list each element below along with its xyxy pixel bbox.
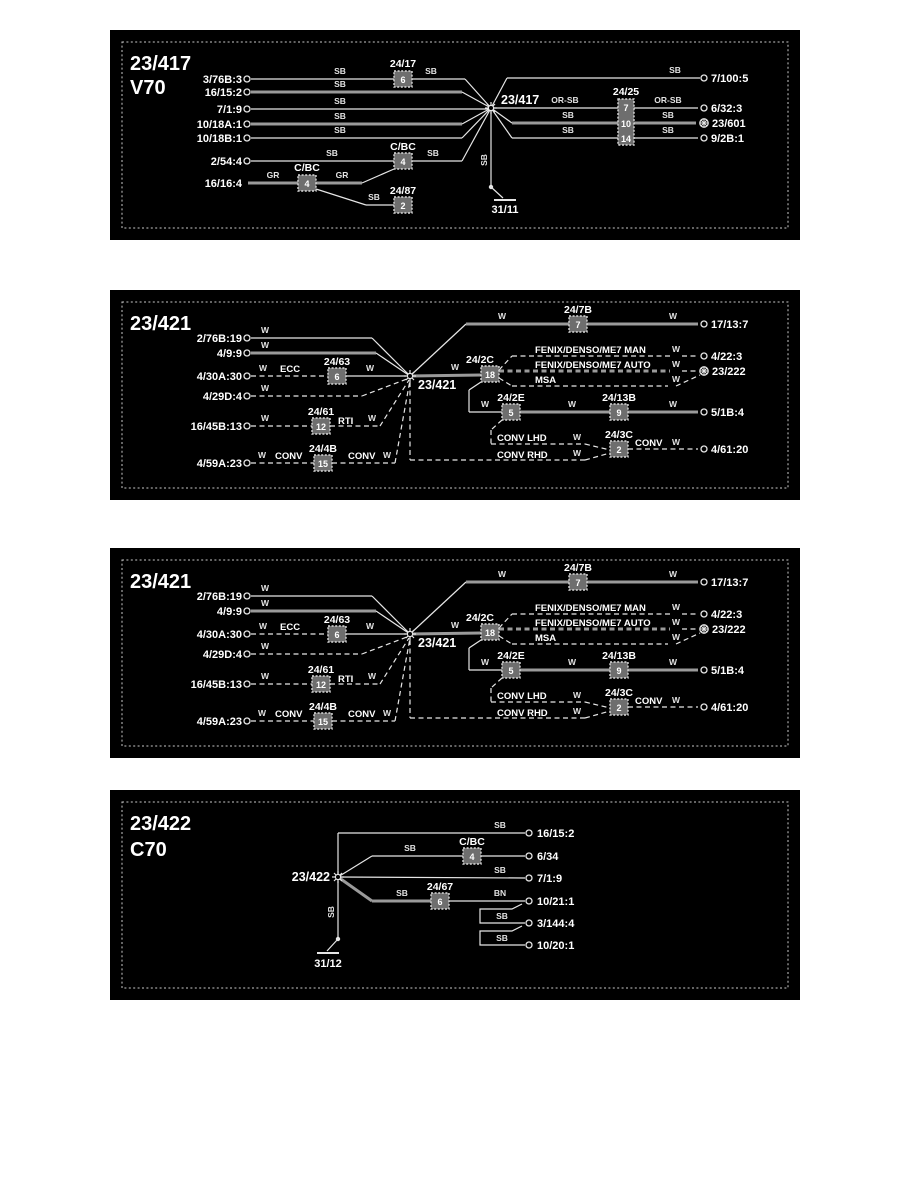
component-24-17 (390, 58, 416, 87)
wire-color-label: SB (562, 125, 574, 135)
wire-color-label: W (572, 432, 582, 442)
wire-color-label: W (671, 437, 681, 447)
diagram-23-422 (110, 790, 800, 1000)
terminal-label: 10/18B:1 (196, 133, 242, 145)
component-24-67 (427, 881, 453, 909)
wire-color-label: W (367, 671, 377, 681)
terminal-label: 4/9:9 (216, 348, 242, 360)
wire-color-label: W (671, 617, 681, 627)
wire-color-label: W (450, 620, 460, 630)
wire-color-label: W (365, 621, 375, 631)
terminal-circle-icon (701, 446, 707, 452)
component-label: 24/61 (307, 406, 335, 418)
terminal-label: 10/18A:1 (196, 119, 242, 131)
wire-color-label: W (572, 706, 582, 716)
wire-color-label: W (257, 708, 267, 718)
pin-number: 7 (575, 320, 581, 330)
pin-number: 6 (400, 75, 406, 85)
terminal-circle-icon (701, 105, 707, 111)
panel-23-421-duplicate (110, 548, 800, 758)
pin-number: 6 (437, 897, 443, 907)
panel-title: 23/422 (130, 813, 192, 835)
splice-label: 23/421 (418, 636, 457, 650)
terminal-label: 4/30A:30 (196, 371, 242, 383)
wire-color-label: W (668, 311, 678, 321)
pin-number: 7 (623, 103, 629, 113)
system-label: CONV (275, 451, 303, 462)
panel-subtitle: V70 (130, 77, 166, 99)
terminal-label: 6/34 (537, 851, 559, 863)
terminal-circle-icon (701, 321, 707, 327)
panel-title: 23/421 (130, 571, 192, 593)
terminal-circle-icon (244, 373, 250, 379)
component-label: 24/61 (307, 664, 335, 676)
component-24-4B (309, 701, 337, 729)
wire-color-label: SB (427, 148, 439, 158)
system-label: RTI (338, 416, 354, 427)
wire-color-label: W (668, 399, 678, 409)
wire-color-label: GR (266, 170, 280, 180)
wire-color-label: SB (334, 96, 346, 106)
panel-23-417 (110, 30, 800, 240)
wire-color-label: W (572, 690, 582, 700)
terminal-circle-icon (244, 631, 250, 637)
ground-label: 31/11 (491, 204, 519, 216)
terminal-label: 4/61:20 (711, 702, 749, 714)
system-label: CONV (275, 709, 303, 720)
component-label: 24/3C (604, 429, 634, 441)
wire-color-label: SB (496, 933, 508, 943)
system-label: FENIX/DENSO/ME7 MAN (535, 603, 646, 614)
system-label: RTI (338, 674, 354, 685)
component-label: 24/63 (323, 356, 351, 368)
component-24-61 (308, 664, 334, 692)
wire-color-label: W (668, 569, 678, 579)
star-terminal-icon (700, 367, 708, 375)
terminal-circle-icon (244, 121, 250, 127)
right-terminals (526, 828, 575, 952)
pin-number: 14 (620, 134, 632, 144)
terminal-label: 4/9:9 (216, 606, 242, 618)
splice-23-422 (292, 870, 344, 884)
pin-number: 15 (317, 717, 329, 727)
terminal-label: 7/1:9 (537, 873, 563, 885)
left-terminals (197, 74, 250, 190)
terminal-label: 2/54:4 (210, 156, 242, 168)
pin-number: 18 (484, 628, 496, 638)
wire-color-label: W (497, 311, 507, 321)
component-label: C/BC (390, 141, 416, 153)
wire-color-label: W (671, 695, 681, 705)
terminal-circle-icon (244, 158, 250, 164)
panel-23-421 (110, 290, 800, 500)
junction-dot-icon (336, 937, 340, 941)
component-label: 24/13B (602, 392, 636, 404)
wire-color-label: SB (334, 66, 346, 76)
pin-number: 4 (304, 179, 310, 189)
terminal-circle-icon (526, 920, 532, 926)
component-label: 24/2C (465, 612, 495, 624)
terminal-label: 16/15:2 (204, 87, 242, 99)
terminal-circle-icon (244, 718, 250, 724)
terminal-label: 16/45B:13 (190, 421, 242, 433)
wire-color-label: W (671, 344, 681, 354)
terminal-label: 16/16:4 (204, 178, 242, 190)
wire-color-label: W (671, 359, 681, 369)
system-label: ECC (280, 364, 301, 375)
wire-color-label: W (260, 325, 270, 335)
component-cbc-1 (294, 162, 320, 191)
wire-color-label: W (382, 708, 392, 718)
left-terminals (191, 591, 250, 728)
diagram-23-421 (110, 548, 800, 758)
wire-color-label: W (567, 657, 577, 667)
terminal-label: 17/13:7 (711, 577, 749, 589)
right-branches (451, 304, 748, 461)
terminal-circle-icon (526, 898, 532, 904)
panel-23-422 (110, 790, 800, 1000)
pin-number: 6 (334, 372, 340, 382)
splice-label: 23/417 (501, 93, 540, 107)
wire-color-label: W (260, 413, 270, 423)
panel-border (122, 802, 788, 988)
terminal-label: 5/1B:4 (711, 407, 745, 419)
component-label: 24/2C (465, 354, 495, 366)
component-24-4B (309, 443, 337, 471)
wire-color-label: BN (493, 888, 507, 898)
ground-31-11 (479, 154, 518, 216)
terminal-label: 7/1:9 (216, 104, 242, 116)
wire-color-label: W (671, 632, 681, 642)
wire-color-label: SB (334, 79, 346, 89)
terminal-label: 10/21:1 (537, 896, 575, 908)
terminal-circle-icon (526, 875, 532, 881)
terminal-label: 16/15:2 (537, 828, 575, 840)
pin-number: 18 (484, 370, 496, 380)
wire-color-label: SB (662, 125, 674, 135)
terminal-circle-icon (244, 135, 250, 141)
system-label: FENIX/DENSO/ME7 AUTO (535, 360, 651, 371)
wire-color-label: W (480, 657, 490, 667)
terminal-circle-icon (244, 106, 250, 112)
terminal-circle-icon (701, 75, 707, 81)
left-terminals (191, 333, 250, 470)
right-branches (451, 562, 748, 719)
component-label: 24/67 (426, 881, 454, 893)
wire-color-label: SB (425, 66, 437, 76)
panel-title: 23/417 (130, 53, 192, 75)
component-label: C/BC (459, 836, 485, 848)
terminal-circle-icon (244, 593, 250, 599)
pin-number: 12 (315, 422, 327, 432)
terminal-label: 23/222 (712, 366, 746, 378)
terminal-circle-icon (244, 460, 250, 466)
terminal-circle-icon (701, 704, 707, 710)
splice-23-421 (404, 628, 456, 650)
wire-color-label: OR-SB (551, 95, 579, 105)
component-cbc-2 (390, 141, 416, 169)
terminal-circle-icon (701, 579, 707, 585)
pin-number: 2 (616, 445, 622, 455)
component-label: 24/87 (389, 185, 417, 197)
pin-number: 12 (315, 680, 327, 690)
terminal-label: 3/76B:3 (202, 74, 242, 86)
pin-number: 5 (508, 408, 514, 418)
wire-color-label: W (260, 598, 270, 608)
terminal-circle-icon (526, 853, 532, 859)
pin-number: 9 (616, 408, 622, 418)
wire-color-label: SB (326, 906, 336, 918)
system-label: MSA (535, 375, 557, 386)
wire-color-label: SB (496, 911, 508, 921)
wire-color-label: W (365, 363, 375, 373)
terminal-label: 2/76B:19 (196, 333, 242, 345)
diagram-23-421 (110, 290, 800, 500)
terminal-label: 16/45B:13 (190, 679, 242, 691)
component-label: C/BC (294, 162, 320, 174)
terminal-circle-icon (244, 681, 250, 687)
wire-color-label: W (382, 450, 392, 460)
wire-color-label: SB (562, 110, 574, 120)
wire-color-label: SB (368, 192, 380, 202)
component-24-63 (324, 614, 350, 642)
terminal-circle-icon (244, 393, 250, 399)
component-24-61 (308, 406, 334, 434)
wire-color-label: SB (494, 865, 506, 875)
pin-number: 4 (400, 157, 406, 167)
terminal-label: 7/100:5 (711, 73, 749, 85)
terminal-label: 2/76B:19 (196, 591, 242, 603)
wire-color-labels (258, 325, 392, 462)
terminal-label: 4/30A:30 (196, 629, 242, 641)
wire-color-label: SB (334, 125, 346, 135)
system-label: MSA (535, 633, 557, 644)
system-label: FENIX/DENSO/ME7 MAN (535, 345, 646, 356)
component-label: 24/2E (497, 650, 525, 662)
terminal-circle-icon (244, 350, 250, 356)
wire-color-label: W (367, 413, 377, 423)
wire-color-label: W (258, 621, 268, 631)
wire-color-labels (258, 583, 392, 720)
wire-color-label: SB (396, 888, 408, 898)
wire-color-label: W (668, 657, 678, 667)
terminal-circle-icon (244, 76, 250, 82)
terminal-circle-icon (244, 608, 250, 614)
panel-title: 23/421 (130, 313, 192, 335)
system-label: CONV (635, 438, 663, 449)
wire-color-label: SB (404, 843, 416, 853)
wire-color-label: SB (494, 820, 506, 830)
right-terminals (551, 65, 748, 145)
terminal-circle-icon (526, 830, 532, 836)
component-24-87 (390, 185, 416, 213)
wire-color-label: GR (335, 170, 349, 180)
wire-color-label: SB (334, 111, 346, 121)
system-label: CONV (348, 451, 376, 462)
wire-color-label: W (260, 583, 270, 593)
terminal-circle-icon (701, 135, 707, 141)
system-label: CONV RHD (497, 450, 548, 461)
pin-number: 5 (508, 666, 514, 676)
system-label: CONV LHD (497, 691, 547, 702)
system-label: FENIX/DENSO/ME7 AUTO (535, 618, 651, 629)
panel-subtitle: C70 (130, 839, 167, 861)
wire-color-label: W (450, 362, 460, 372)
system-label: ECC (280, 622, 301, 633)
terminal-label: 4/59A:23 (196, 716, 242, 728)
terminal-label: 23/601 (712, 118, 746, 130)
pin-number: 15 (317, 459, 329, 469)
wire-color-label: OR-SB (654, 95, 682, 105)
wire-color-label: W (671, 602, 681, 612)
component-label: 24/25 (612, 86, 640, 98)
terminal-circle-icon (701, 611, 707, 617)
wire-color-label: W (260, 671, 270, 681)
component-24-63 (324, 356, 350, 384)
terminal-circle-icon (244, 89, 250, 95)
wire-color-label: SB (326, 148, 338, 158)
terminal-circle-icon (244, 651, 250, 657)
component-cbc (459, 836, 485, 864)
terminal-label: 9/2B:1 (711, 133, 745, 145)
terminal-label: 4/29D:4 (202, 391, 242, 403)
terminal-circle-icon (244, 335, 250, 341)
wire-color-label: W (257, 450, 267, 460)
wire-color-label: SB (662, 110, 674, 120)
component-24-25 (613, 86, 639, 145)
wire-color-label: W (572, 448, 582, 458)
terminal-label: 4/29D:4 (202, 649, 242, 661)
component-label: 24/7B (563, 304, 593, 316)
pin-number: 2 (400, 201, 406, 211)
terminal-circle-icon (701, 353, 707, 359)
pin-number: 2 (616, 703, 622, 713)
component-label: 24/4B (308, 701, 338, 713)
wire-color-label: W (671, 374, 681, 384)
component-label: 24/4B (308, 443, 338, 455)
terminal-label: 10/20:1 (537, 940, 575, 952)
wire-color-label: W (497, 569, 507, 579)
component-label: 24/2E (497, 392, 525, 404)
terminal-label: 6/32:3 (711, 103, 743, 115)
wire-color-label: SB (479, 154, 489, 166)
wire-color-label: W (567, 399, 577, 409)
pin-number: 6 (334, 630, 340, 640)
component-label: 24/63 (323, 614, 351, 626)
splice-23-421 (404, 370, 456, 392)
star-terminal-icon (700, 625, 708, 633)
diagram-23-417 (110, 30, 800, 240)
terminal-circle-icon (244, 423, 250, 429)
terminal-circle-icon (701, 409, 707, 415)
terminal-label: 4/59A:23 (196, 458, 242, 470)
ground-label: 31/12 (314, 958, 342, 970)
pin-number: 10 (620, 119, 632, 129)
terminal-label: 4/22:3 (711, 351, 743, 363)
component-label: 24/17 (389, 58, 417, 70)
pin-number: 4 (469, 852, 475, 862)
terminal-label: 4/22:3 (711, 609, 743, 621)
system-label: CONV (635, 696, 663, 707)
system-label: CONV LHD (497, 433, 547, 444)
component-label: 24/7B (563, 562, 593, 574)
wire-color-label: W (260, 641, 270, 651)
terminal-label: 5/1B:4 (711, 665, 745, 677)
component-label: 24/13B (602, 650, 636, 662)
pin-number: 9 (616, 666, 622, 676)
wire-color-label: W (258, 363, 268, 373)
junction-dot-icon (489, 185, 493, 189)
pin-number: 7 (575, 578, 581, 588)
terminal-circle-icon (526, 942, 532, 948)
component-label: 24/3C (604, 687, 634, 699)
wire-color-label: W (260, 340, 270, 350)
system-label: CONV RHD (497, 708, 548, 719)
splice-label: 23/422 (291, 870, 330, 884)
terminal-label: 17/13:7 (711, 319, 749, 331)
splice-label: 23/421 (418, 378, 457, 392)
terminal-label: 4/61:20 (711, 444, 749, 456)
terminal-circle-icon (701, 667, 707, 673)
system-label: CONV (348, 709, 376, 720)
terminal-label: 3/144:4 (537, 918, 575, 930)
wire-color-label: W (260, 383, 270, 393)
wire-color-label: SB (669, 65, 681, 75)
terminal-label: 23/222 (712, 624, 746, 636)
wire-color-label: W (480, 399, 490, 409)
star-terminal-icon (700, 119, 708, 127)
